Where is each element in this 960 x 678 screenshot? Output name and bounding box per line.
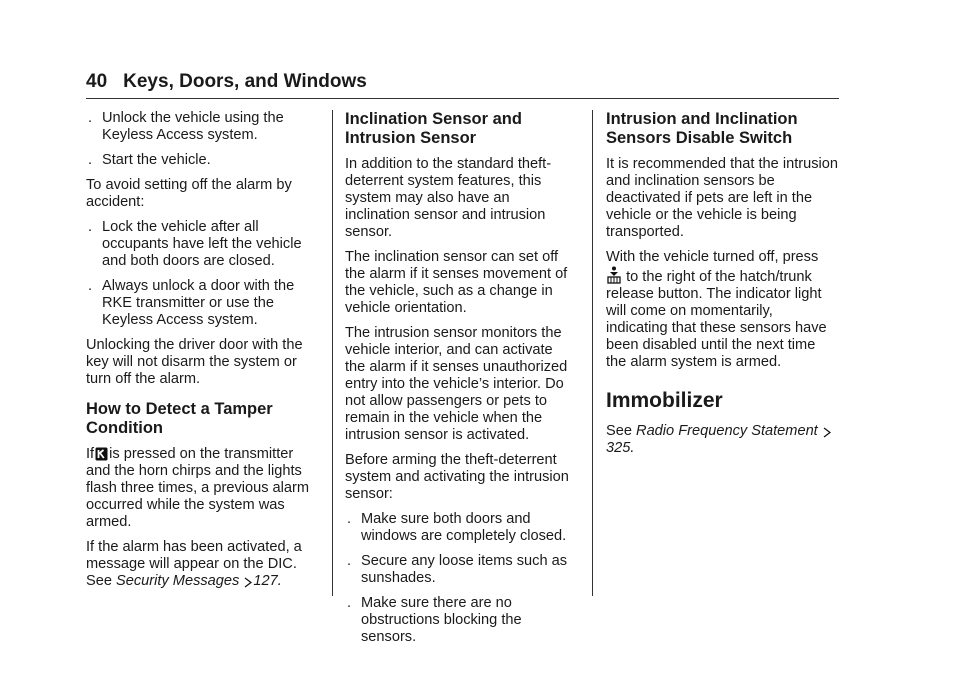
chapter-title: Keys, Doors, and Windows — [123, 71, 367, 92]
column-2 — [345, 110, 577, 654]
section-heading-tamper: How to Detect a Tamper Condition — [86, 400, 273, 437]
column-1 — [86, 110, 318, 598]
column-divider-2 — [592, 110, 593, 596]
page-number: 40 — [86, 71, 108, 92]
paragraph: See Radio Frequency Statement 325. — [606, 423, 838, 457]
list-item: . Always unlock a door with the RKE transmitter or use the Keyless Access system. — [88, 278, 295, 328]
paragraph: With the vehicle turned off, press to the right of the hatch/trunk release button. The indicator light will come on momentarily, indicating that these sensors have been disabled until the next time the alarm system is armed. — [606, 249, 827, 370]
paragraph: Unlocking the driver door with the key will not disarm the system or turn off the alarm. — [86, 337, 303, 387]
list-item: . Make sure both doors and windows are completely closed. — [347, 511, 567, 544]
paragraph: In addition to the standard theft-deterrent system features, this system may also have an inclination sensor and intrusion sensor. — [345, 156, 552, 240]
section-heading-disable-switch: Intrusion and Inclination Sensors Disable Switch — [606, 110, 798, 147]
column-divider-1 — [332, 110, 333, 596]
list-item: . Start the vehicle. — [88, 152, 211, 168]
security-messages-link[interactable]: Security Messages — [116, 573, 240, 589]
section-heading-inclination: Inclination Sensor and Intrusion Sensor — [345, 110, 522, 147]
lock-key-icon — [95, 447, 108, 461]
intrusion-sensor-button-icon — [607, 266, 621, 284]
radio-frequency-statement-link[interactable]: Radio Frequency Statement — [636, 423, 818, 439]
page-reference-icon — [823, 427, 831, 438]
paragraph: If the alarm has been activated, a message will appear on the DIC. See Security Messages 127. — [86, 539, 302, 589]
paragraph: It is recommended that the intrusion and inclination sensors be deactivated if pets are left in the vehicle or the vehicle is being transported. — [606, 156, 838, 240]
list-item: . Secure any loose items such as sunshades. — [347, 553, 568, 586]
paragraph: If is pressed on the transmitter and the horn chirps and the lights flash three times, a previous alarm occurred while the system was armed. — [86, 446, 310, 530]
page-reference-icon — [244, 577, 252, 588]
paragraph: To avoid setting off the alarm by accident: — [86, 177, 292, 210]
column-3 — [606, 110, 838, 465]
page-header — [86, 71, 367, 93]
paragraph: The inclination sensor can set off the alarm if it senses movement of the vehicle, such as a change in vehicle orientation. — [345, 249, 568, 316]
paragraph: The intrusion sensor monitors the vehicle interior, and can activate the alarm if it senses unauthorized entry into the vehicle’s interior. Do not allow passengers or pets to remain in the vehicle when the intrusion sensor is activated. — [345, 325, 568, 443]
header-rule — [86, 98, 839, 99]
section-heading-immobilizer: Immobilizer — [606, 389, 723, 412]
list-item: . Lock the vehicle after all occupants have left the vehicle and both doors are closed. — [88, 219, 302, 269]
list-item: . Unlock the vehicle using the Keyless Access system. — [88, 110, 284, 143]
paragraph: Before arming the theft-deterrent system and activating the intrusion sensor: — [345, 452, 569, 502]
list-item: . Make sure there are no obstructions blocking the sensors. — [347, 595, 522, 645]
